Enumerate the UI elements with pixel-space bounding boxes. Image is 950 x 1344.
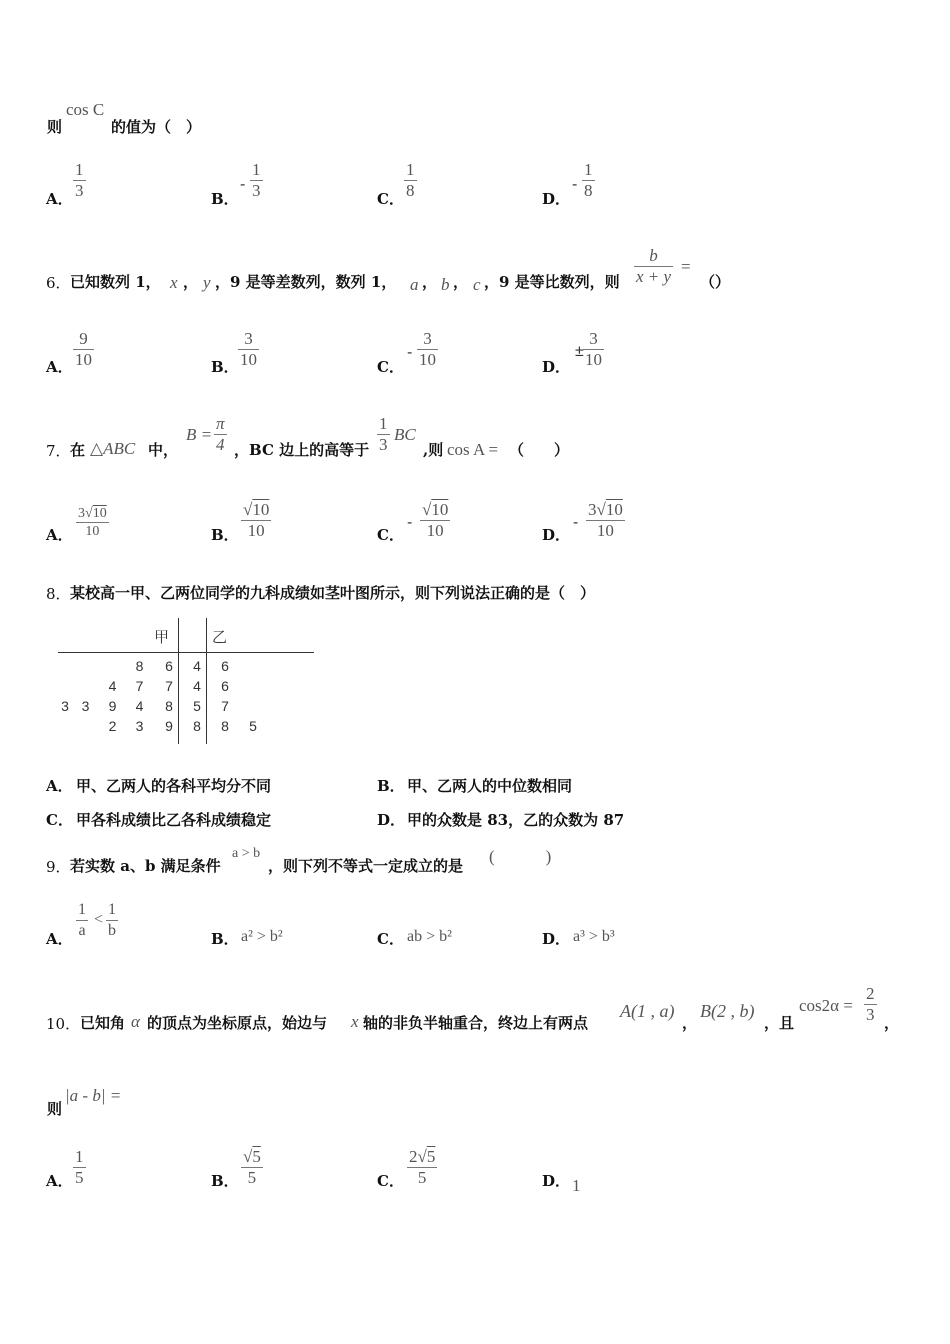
q7-paren: （ ）: [509, 441, 570, 459]
q6-a: a: [410, 275, 419, 294]
q10-abs-expr: |a - b| =: [65, 1086, 122, 1105]
q6-text2: ，9 是等差数列，数列 1，: [215, 273, 397, 291]
stem-leaf-row: [58, 716, 267, 736]
left-leaf: 3: [135, 718, 144, 734]
q10-option-c-label: C．: [377, 1172, 404, 1190]
q7-BC: BC: [394, 425, 416, 444]
stem-value: 9: [165, 718, 173, 734]
stem-value: 6: [165, 658, 173, 674]
left-leaf: 4: [108, 678, 117, 694]
q10-point-B: B(2 , b): [700, 1001, 755, 1021]
right-leaf: 8: [221, 718, 229, 734]
q6-option-c-sign: -: [407, 344, 413, 361]
right-leaf: 6: [221, 678, 229, 694]
stem-value: 7: [165, 678, 173, 694]
q7-text3: ，BC 边上的高等于: [234, 441, 370, 459]
q10-option-a-value: $\frac{1}{5}$: [75, 1147, 84, 1187]
q10-point-A: A(1 , a): [620, 1001, 675, 1021]
q7-text2: 中，: [148, 441, 179, 459]
q7-option-d-sign: -: [573, 514, 579, 531]
q9-option-d-label: D．: [542, 930, 571, 948]
q6-option-a-value: $\frac{9}{10}$: [75, 329, 92, 369]
left-leaf: [58, 676, 72, 696]
q7-pi-over-4: $\frac{\pi}{4}$: [216, 414, 225, 454]
q9-option-d-value: a³ > b³: [573, 928, 615, 945]
left-leaf: [99, 656, 126, 676]
q9-condition: a > b: [232, 846, 261, 861]
q6-y: y: [203, 273, 211, 292]
q8-option-a-text: 甲、乙两人的各科平均分不同: [76, 777, 272, 795]
q5-option-d-sign: -: [572, 176, 578, 193]
left-leaf: 7: [135, 678, 144, 694]
q6-option-a-label: A．: [46, 358, 73, 376]
q6-c: c: [473, 275, 481, 294]
q5-option-b-value: $\frac{1}{3}$: [252, 160, 261, 200]
q10-comma: ，: [682, 1014, 698, 1032]
q6-text3: ，9 是等比数列，则: [484, 273, 620, 291]
q8-option-d-text: 甲的众数是 83，乙的众数为 87: [407, 811, 625, 829]
q6-number: 6．: [46, 274, 71, 292]
q10-option-c-value: $\frac{2√5}{5}$: [409, 1147, 436, 1187]
left-leaf: 4: [135, 698, 144, 714]
q5-option-c-label: C．: [377, 190, 404, 208]
left-leaf: [58, 656, 72, 676]
q10-x: x: [351, 1012, 359, 1031]
q6-b: b: [441, 275, 450, 294]
q6-option-d-label: D．: [542, 358, 571, 376]
plot-header-left: 甲: [154, 628, 170, 646]
q5-option-a-label: A．: [46, 190, 73, 208]
q10-two-thirds: $\frac{2}{3}$: [866, 984, 875, 1024]
q10-option-d-value: 1: [572, 1176, 581, 1195]
q6-option-c-value: $\frac{3}{10}$: [419, 329, 436, 369]
right-leaf: 4: [193, 658, 201, 674]
right-leaf: [239, 676, 267, 696]
q5-option-b-sign: -: [240, 176, 246, 193]
left-leaf: [72, 656, 99, 676]
q10-end: ，: [884, 1014, 900, 1032]
q7-option-c-sign: -: [407, 514, 413, 531]
q5-option-d-value: $\frac{1}{8}$: [584, 160, 593, 200]
left-leaf: [58, 716, 72, 736]
q8-number: 8．: [46, 585, 71, 603]
q10-option-b-value: $\frac{√5}{5}$: [243, 1147, 261, 1187]
q5-expr: cos C: [66, 100, 105, 119]
q7-triangle: △ABC: [90, 439, 136, 458]
q8-option-b-label: B．: [377, 777, 405, 795]
q5-prefix: 则: [47, 118, 63, 136]
stem-leaf-row: [58, 676, 267, 696]
plot-header-line: [58, 652, 314, 653]
q6-text1: 已知数列 1，: [70, 273, 161, 291]
q9-paren: ( ): [489, 847, 552, 866]
q10-text1: 已知角: [80, 1014, 126, 1032]
left-leaf: [72, 676, 99, 696]
plot-header-right: 乙: [212, 628, 228, 646]
stem-leaf-plot: [58, 618, 314, 744]
left-leaf: 8: [135, 658, 144, 674]
q8-option-c-label: C．: [46, 811, 73, 829]
q7-option-b-value: $\frac{√10}{10}$: [243, 500, 270, 540]
right-leaf: 6: [221, 658, 229, 674]
left-leaf: 9: [108, 698, 117, 714]
q10-cos2a: cos2α =: [799, 996, 853, 1015]
q9-option-c-value: ab > b²: [407, 928, 452, 945]
q7-one-third: $\frac{1}{3}$: [379, 414, 388, 454]
q6-option-d-sign: ±: [575, 343, 584, 360]
q7-option-a-value: $\frac{3√10}{10}$: [78, 506, 107, 539]
q7-cosA: cos A =: [447, 440, 499, 459]
plot-body: [58, 656, 267, 736]
stem-value: 8: [165, 698, 173, 714]
q6-fraction: $\frac{b}{x + y}$: [636, 246, 672, 286]
q6-option-b-value: $\frac{3}{10}$: [240, 329, 257, 369]
q5-option-a-value: $\frac{1}{3}$: [75, 160, 84, 200]
left-leaf: [72, 716, 99, 736]
q7-number: 7．: [46, 442, 71, 460]
q9-text2: ，则下列不等式一定成立的是: [268, 857, 464, 875]
q7-option-d-label: D．: [542, 526, 571, 544]
q6-sep1: ，: [183, 273, 199, 291]
stem-leaf-row: [58, 656, 267, 676]
q9-option-b-label: B．: [211, 930, 239, 948]
q10-text4: ，且: [764, 1014, 795, 1032]
q10-text2: 的顶点为坐标原点，始边与: [147, 1014, 328, 1032]
q9-option-b-value: a² > b²: [241, 928, 283, 945]
right-leaf: 8: [193, 718, 201, 734]
q7-B-eq: B =: [186, 425, 213, 444]
q8-option-c-text: 甲各科成绩比乙各科成绩稳定: [76, 811, 272, 829]
right-leaf: 7: [221, 698, 229, 714]
q7-option-a-label: A．: [46, 526, 73, 544]
right-leaf: 5: [249, 718, 257, 734]
q6-option-c-label: C．: [377, 358, 404, 376]
q9-option-c-label: C．: [377, 930, 404, 948]
q6-paren: （）: [700, 273, 731, 291]
q5-option-d-label: D．: [542, 190, 571, 208]
left-leaf: 2: [108, 718, 117, 734]
q10-option-d-label: D．: [542, 1172, 571, 1190]
q5-suffix: 的值为（ ）: [111, 118, 202, 136]
q6-option-b-label: B．: [211, 358, 239, 376]
q10-number: 10．: [46, 1015, 81, 1033]
q8-text: 某校高一甲、乙两位同学的九科成绩如茎叶图所示，则下列说法正确的是（ ）: [70, 584, 596, 602]
q9-option-a-label: A．: [46, 930, 73, 948]
q7-option-d-value: $\frac{3√10}{10}$: [588, 500, 623, 540]
left-leaf: 3: [81, 698, 90, 714]
right-leaf: 4: [193, 678, 201, 694]
right-leaf: 5: [193, 698, 201, 714]
right-leaf: [239, 656, 267, 676]
q8-option-d-label: D．: [377, 811, 406, 829]
q10-option-b-label: B．: [211, 1172, 239, 1190]
stem-leaf-row: [58, 696, 267, 716]
q10-option-a-label: A．: [46, 1172, 73, 1190]
q8-option-a-label: A．: [46, 777, 73, 795]
q10-text3: 轴的非负半轴重合，终边上有两点: [363, 1014, 589, 1032]
q8-option-b-text: 甲、乙两人的中位数相同: [407, 777, 573, 795]
q6-option-d-value: $\frac{3}{10}$: [585, 329, 602, 369]
q5-option-b-label: B．: [211, 190, 239, 208]
right-leaf: [239, 696, 267, 716]
q7-text1: 在: [70, 441, 86, 459]
q7-option-c-value: $\frac{√10}{10}$: [422, 500, 449, 540]
q9-number: 9．: [46, 858, 71, 876]
q5-option-c-value: $\frac{1}{8}$: [406, 160, 415, 200]
q10-line2-prefix: 则: [47, 1100, 63, 1118]
q9-text1: 若实数 a、b 满足条件: [70, 857, 221, 875]
q7-text4: ,则: [423, 441, 444, 459]
q7-option-b-label: B．: [211, 526, 239, 544]
q10-alpha: α: [131, 1012, 140, 1031]
q6-x: x: [170, 273, 178, 292]
left-leaf: 3: [61, 698, 69, 714]
q7-option-c-label: C．: [377, 526, 404, 544]
q6-eq: =: [681, 257, 691, 276]
